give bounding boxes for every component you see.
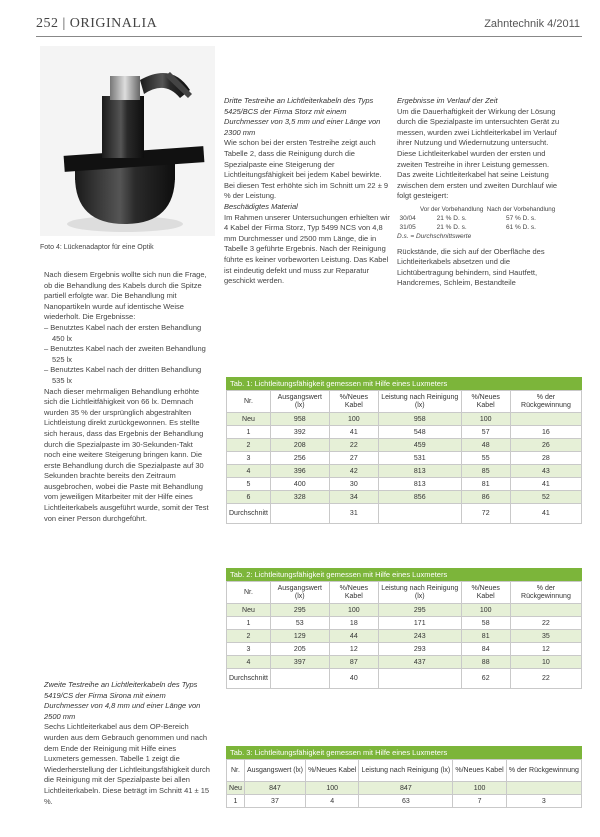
table-cell: 100 (329, 413, 378, 426)
table-cell: 61 % D. s. (505, 223, 536, 231)
table-cell: 2 (227, 630, 271, 643)
page-header (36, 16, 580, 36)
column-left-top (44, 270, 210, 524)
table-cell: 85 (461, 465, 510, 478)
paragraph: Nach diesem Ergebnis wollte sich nun die Frage, ob die Behandlung des Kabels durch die Spitze partiell erfolgte war. Die Behandlung mit Nanopartikeln wurde auf identische Weise wiederholt. Die Ergebnisse: (44, 270, 207, 322)
table-row (227, 478, 582, 491)
table-cell (270, 504, 329, 524)
table-cell: Neu (227, 604, 271, 617)
table-cell: 1 (227, 617, 271, 630)
table-row (227, 452, 582, 465)
table-cell: 856 (379, 491, 462, 504)
table-header-cell: Leistung nach Reinigung (lx) (379, 391, 462, 413)
table-cell: 16 (510, 426, 581, 439)
table-header-cell: Nach der Vorbehandlung (486, 205, 556, 213)
table-2-title: Tab. 2: Lichtleitungsfähigkeit gemessen mit Hilfe eines Luxmeters (226, 568, 582, 581)
table-cell: 459 (379, 439, 462, 452)
adapter-photo-illustration (40, 46, 215, 236)
table-cell: Neu (227, 782, 245, 795)
table-header-cell: %/Neues Kabel (461, 582, 510, 604)
table-header-cell: %/Neues Kabel (306, 760, 359, 782)
table-header-row (227, 760, 582, 782)
table-cell: 205 (270, 643, 329, 656)
table-cell: 34 (329, 491, 378, 504)
paragraph: Um die Dauerhaftigkeit der Wirkung der Lösung durch die Spezialpaste im untersuchten Gerät zu messen, wurden zwei Lichtleiterkabel im Verlauf ihrer Nutzung und Wiedernutzung untersucht. Diese Lichtleiterkabel wurden der ersten und zweiten Testreihe in ihrer Leistung gemessen. Das zweite Lichtleiterkabel hat seine Leistung zwischen dem ersten und zweiten Durchlauf wie folgt gesteigert: (397, 106, 560, 201)
table-cell: 100 (453, 782, 506, 795)
paragraph: Wie schon bei der ersten Testreihe zeigt auch Tabelle 2, dass die Reinigung durch die Spezialpaste eine Steigerung der Lichtleitungsfähigkeit bei jedem Kabel bewirkte. Bei diesen Test erhöhte sich im Schnitt um 22 ± 9 % der Leistung. (224, 138, 389, 201)
table-cell: 256 (270, 452, 329, 465)
table-cell: 30 (329, 478, 378, 491)
table-cell: 41 (510, 478, 581, 491)
header-rule (36, 36, 582, 37)
section-heading: Ergebnisse im Verlauf der Zeit (397, 96, 498, 105)
table-cell: 3 (227, 643, 271, 656)
table-row (227, 491, 582, 504)
table-cell: Neu (227, 413, 271, 426)
table-cell: 958 (270, 413, 329, 426)
page-label: 252 | ORIGINALIA (36, 16, 158, 31)
table-cell: 392 (270, 426, 329, 439)
table-row (227, 656, 582, 669)
table-cell: 86 (461, 491, 510, 504)
table-cell: 35 (510, 630, 581, 643)
column-left-bottom (44, 680, 210, 807)
table-footer-row (227, 669, 582, 689)
table-row (227, 413, 582, 426)
table-cell: 30/04 (399, 214, 416, 222)
table-cell: 5 (227, 478, 271, 491)
table-cell: 31 (329, 504, 378, 524)
table-cell (510, 604, 581, 617)
table-cell: 6 (227, 491, 271, 504)
table-cell: 847 (359, 782, 453, 795)
table-cell (270, 669, 329, 689)
table-cell: 41 (510, 504, 581, 524)
table-header-cell: Leistung nach Reinigung (lx) (379, 582, 462, 604)
table-cell: 27 (329, 452, 378, 465)
table-cell: 12 (329, 643, 378, 656)
table-cell: 43 (510, 465, 581, 478)
paragraph: Nach dieser mehrmaligen Behandlung erhöhte sich die Lichtleitfähigkeit von 66 lx. Demnach wurden 35 % der ursprünglich abgestrahlten Lichtleistung direkt zurückgewonnen. Es stellte sich heraus, dass das Ergebnis der Behandlung durch die Spezialpaste im 30-Sekunden-Takt noch eine weitere Steigerung bringen kann. Die erste Behandlung durch die Spezialpaste auf 30 Sekunden brachte bereits den Zeitraum ausgebrochen, wobei die Paste mit Behandlung vom jeweiligen Mitarbeiter mit der Hilfe eines Lichtleiterkabels ausgeführt wurde, somit der Test von einer Person durchgeführt. (44, 386, 209, 523)
table-header-cell: Nr. (227, 582, 271, 604)
table-cell: 3 (227, 452, 271, 465)
table-cell: 62 (461, 669, 510, 689)
table-cell: 397 (270, 656, 329, 669)
table-3-title: Tab. 3: Lichtleitungsfähigkeit gemessen mit Hilfe eines Luxmeters (226, 746, 582, 759)
table-header-cell: Ausgangswert (lx) (270, 391, 329, 413)
table-cell: 57 (461, 426, 510, 439)
table-row (227, 439, 582, 452)
table-cell: 72 (461, 504, 510, 524)
table-cell: 847 (244, 782, 305, 795)
column-right (397, 96, 563, 289)
table-cell: 208 (270, 439, 329, 452)
table-note: D.s. = Durchschnittswerte (397, 232, 472, 240)
table-header-cell: %/Neues Kabel (461, 391, 510, 413)
table-row (227, 604, 582, 617)
paragraph: Rückstände, die sich auf der Oberfläche des Lichtleiterkabels absetzen und die Lichtübertragung behindern, sind Hautfett, Handcremes, Schleim, Bestandteile (397, 246, 545, 288)
table-cell: 31/05 (399, 223, 416, 231)
table-cell (510, 413, 581, 426)
table-cell: 52 (510, 491, 581, 504)
table-cell: Durchschnitt (227, 504, 271, 524)
table-cell: 12 (510, 643, 581, 656)
table-row (397, 223, 557, 232)
table-header-cell: Nr. (227, 391, 271, 413)
table-cell (379, 504, 462, 524)
table-cell: 42 (329, 465, 378, 478)
table-cell (379, 669, 462, 689)
table-cell: 22 (329, 439, 378, 452)
list-item: – Benutztes Kabel nach der zweiten Behandlung 525 lx (44, 344, 206, 364)
column-middle (224, 96, 390, 287)
table-row (227, 795, 582, 808)
list-item: – Benutztes Kabel nach der dritten Behandlung 535 lx (44, 365, 202, 385)
table-cell: 28 (510, 452, 581, 465)
table-cell: 813 (379, 465, 462, 478)
table-header-row (227, 582, 582, 604)
table-cell: 48 (461, 439, 510, 452)
table-cell: 958 (379, 413, 462, 426)
table-footer-row (227, 504, 582, 524)
table-header-cell: %/Neues Kabel (453, 760, 506, 782)
results-list (44, 323, 210, 387)
table-header-cell: %/Neues Kabel (329, 391, 378, 413)
table-cell: 55 (461, 452, 510, 465)
table-cell: 2 (227, 439, 271, 452)
table-row (227, 630, 582, 643)
table-cell: 243 (379, 630, 462, 643)
table-header-cell: Vor der Vorbehandlung (419, 205, 484, 213)
table-cell: 41 (329, 426, 378, 439)
time-course-table (397, 206, 557, 232)
table-header-cell: Leistung nach Reinigung (lx) (359, 760, 453, 782)
table-header-cell: % der Rückgewinnung (510, 391, 581, 413)
table-header-cell: % der Rückgewinnung (506, 760, 581, 782)
table-cell: 813 (379, 478, 462, 491)
table-cell: 18 (329, 617, 378, 630)
table-cell: 100 (306, 782, 359, 795)
table-1 (226, 390, 582, 524)
table-cell: 87 (329, 656, 378, 669)
table-cell: 4 (227, 656, 271, 669)
table-cell: Durchschnitt (227, 669, 271, 689)
table-header-cell: Ausgangswert (lx) (244, 760, 305, 782)
table-header-cell: % der Rückgewinnung (510, 582, 581, 604)
table-header-cell: %/Neues Kabel (329, 582, 378, 604)
table-cell: 548 (379, 426, 462, 439)
table-cell: 57 % D. s. (505, 214, 536, 222)
table-cell: 171 (379, 617, 462, 630)
table-cell: 10 (510, 656, 581, 669)
section-heading: Beschädigtes Material (224, 201, 298, 211)
table-row (227, 465, 582, 478)
table-header-cell (397, 206, 418, 214)
table-cell: 53 (270, 617, 329, 630)
table-cell: 3 (506, 795, 581, 808)
table-cell: 22 (510, 669, 581, 689)
table-cell: 328 (270, 491, 329, 504)
table-cell: 531 (379, 452, 462, 465)
table-cell: 81 (461, 478, 510, 491)
table-cell: 26 (510, 439, 581, 452)
table-row (227, 643, 582, 656)
table-cell: 7 (453, 795, 506, 808)
list-item: – Benutztes Kabel nach der ersten Behandlung 450 lx (44, 322, 202, 343)
table-cell: 40 (329, 669, 378, 689)
table-cell: 293 (379, 643, 462, 656)
table-cell: 21 % D. s. (436, 214, 467, 222)
table-row (227, 782, 582, 795)
table-cell: 44 (329, 630, 378, 643)
table-header-row (227, 391, 582, 413)
table-header-cell: Ausgangswert (lx) (270, 582, 329, 604)
table-cell: 100 (461, 413, 510, 426)
product-photo (40, 46, 215, 236)
table-cell: 84 (461, 643, 510, 656)
section-heading: Zweite Testreihe an Lichtleiterkabeln des Typs 5419/CS der Firma Sirona mit einem Durchmesser von 4,8 mm und einer Länge von 2500 mm (44, 680, 201, 721)
paragraph: Im Rahmen unserer Untersuchungen erhielten wir 4 Kabel der Firma Storz, Typ 5499 NCS von 4,8 mm Durchmesser und 2500 mm Länge, die in Tabelle 3 geführte Ergebnis. Nach der Reinigung führte es keiner vorbeworten Leistung. Das Kabel ist eindeutig defekt und muss zur Reparatur geschickt werden. (224, 212, 390, 286)
table-cell: 295 (270, 604, 329, 617)
table-1-title: Tab. 1: Lichtleitungsfähigkeit gemessen mit Hilfe eines Luxmeters (226, 377, 582, 390)
table-cell: 37 (244, 795, 305, 808)
table-cell: 58 (461, 617, 510, 630)
photo-caption: Foto 4: Lückenadaptor für eine Optik (40, 244, 154, 251)
table-3 (226, 759, 582, 808)
table-2 (226, 581, 582, 689)
table-cell: 88 (461, 656, 510, 669)
table-cell: 295 (379, 604, 462, 617)
table-cell: 63 (359, 795, 453, 808)
table-cell: 4 (227, 465, 271, 478)
paragraph: Sechs Lichtleiterkabel aus dem OP-Bereich wurden aus dem Gebrauch genommen und nach dem Ende der Reinigung mit Hilfe eines Luxmeters gemessen. Tabelle 1 zeigt die Wiederherstellung der Lichtleitungsfähigkeit durch die Reinigung mit der Spezialpaste bei allen Lichtleiterkabeln. Diese beträgt im Schnitt 41 ± 15 %. (44, 722, 210, 806)
table-cell: 22 (510, 617, 581, 630)
table-cell: 81 (461, 630, 510, 643)
table-cell: 129 (270, 630, 329, 643)
section-heading: Dritte Testreihe an Lichtleiterkabeln des Typs 5425/BCS der Firma Storz mit einem Durchmesser von 3,5 mm und einer Länge von 2300 mm (224, 96, 381, 137)
table-cell: 400 (270, 478, 329, 491)
table-cell: 1 (227, 426, 271, 439)
table-row (227, 617, 582, 630)
table-cell: 100 (461, 604, 510, 617)
table-row (397, 214, 557, 223)
table-cell: 1 (227, 795, 245, 808)
table-cell (506, 782, 581, 795)
table-cell: 396 (270, 465, 329, 478)
table-row (227, 426, 582, 439)
table-cell: 21 % D. s. (436, 223, 467, 231)
table-cell: 437 (379, 656, 462, 669)
table-cell: 100 (329, 604, 378, 617)
table-cell: 4 (306, 795, 359, 808)
journal-label: Zahntechnik 4/2011 (484, 18, 580, 30)
table-header-cell: Nr. (227, 760, 245, 782)
